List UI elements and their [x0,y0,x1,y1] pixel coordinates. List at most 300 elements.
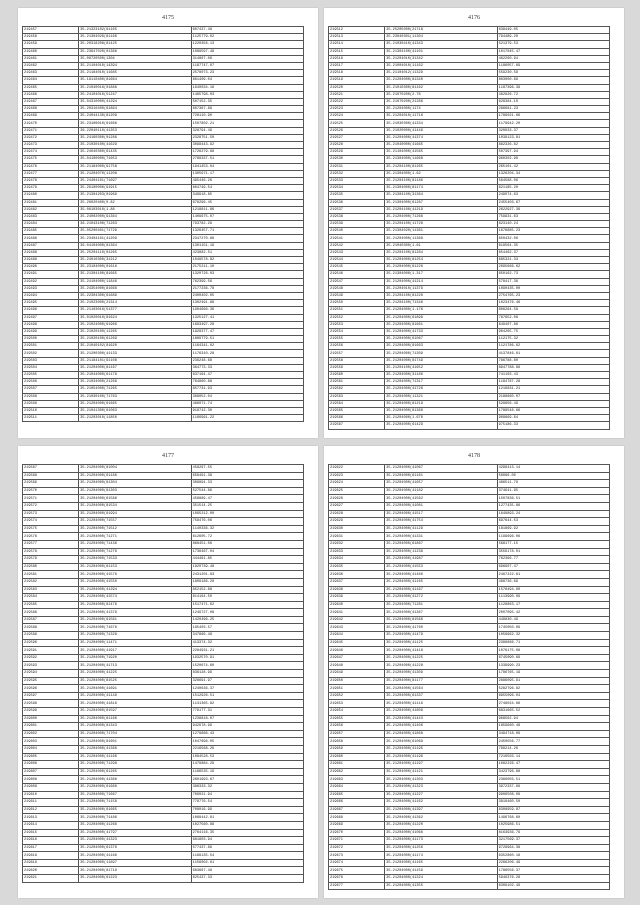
amount-cell: 5282796.82 [497,685,609,693]
row-id-cell: 219596 [23,685,79,693]
amount-cell: 1156002.61 [191,859,303,867]
amount-cell: 823140.24 [497,221,609,228]
coordinate-cell: 35.21204000(41272 [385,594,497,602]
amount-cell: 960302.90 [497,156,609,163]
coordinate-cell: 35.24002000(91364 [79,213,191,220]
row-id-cell: 219671 [329,837,385,845]
row-id-cell: 219536 [329,199,385,206]
coordinate-cell: 35.21204000(41125 [385,639,497,647]
row-id-cell: 219584 [23,594,79,602]
page-sheet-2 [324,8,624,438]
table-row [23,185,304,192]
table-row [329,768,610,776]
coordinate-cell: 35.21204000(41517 [385,510,497,518]
amount-cell: 364773.33 [191,364,303,371]
amount-cell: 2788337.51 [191,156,303,163]
amount-cell: 577437.89 [191,844,303,852]
coordinate-cell: 35.21103016(51377 [79,307,191,314]
table-row [329,235,610,242]
amount-cell: 1789021.66 [497,113,609,120]
amount-cell: 507397.94 [497,149,609,156]
table-row [329,806,610,814]
table-row [329,415,610,422]
table-row [23,632,304,640]
amount-cell: 779177.31 [191,708,303,716]
row-id-cell: 219604 [23,745,79,753]
amount-cell: 181869.92 [497,525,609,533]
amount-cell: 918742.30 [191,407,303,414]
amount-cell: 462826.72 [497,91,609,98]
row-id-cell: 219468 [23,106,79,113]
row-id-cell: 219661 [329,761,385,769]
coordinate-cell: 35.06720500(1304 [79,55,191,62]
coordinate-cell: 35.21204000(81166 [79,715,191,723]
table-row [23,563,304,571]
table-row [23,357,304,364]
amount-cell: 462260.94 [497,55,609,62]
coordinate-cell: 35.21204000(41374 [385,134,497,141]
coordinate-cell: 35.21304000(81174 [385,185,497,192]
table-row [329,480,610,488]
coordinate-cell: 35.21204000(41362 [385,814,497,822]
row-id-cell: 219486 [23,235,79,242]
amount-cell: 444461.85 [191,556,303,564]
row-id-cell: 219577 [23,540,79,548]
amount-cell: 868451.06 [191,540,303,548]
row-id-cell: 219609 [23,783,79,791]
table-row [23,156,304,163]
table-row [23,336,304,343]
table-row [23,170,304,177]
coordinate-cell: 35.24104010(51247 [79,91,191,98]
coordinate-cell: 35.21204000(41167 [385,586,497,594]
coordinate-cell: 35.21204000(41166 [79,852,191,860]
amount-cell: 1520674.60 [191,662,303,670]
row-id-cell: 219585 [23,601,79,609]
row-id-cell: 219621 [23,875,79,883]
amount-cell: 2175211.10 [191,264,303,271]
row-id-cell: 219648 [329,662,385,670]
coordinate-cell: 35.21204000(41066 [385,829,497,837]
coordinate-cell: 35.06103010(1.88 [79,206,191,213]
amount-cell: 1326457.71 [191,228,303,235]
coordinate-cell: 35.21304203(01969 [79,192,191,199]
row-id-cell: 219493 [23,285,79,292]
row-id-cell: 219469 [23,113,79,120]
row-id-cell: 219497 [23,314,79,321]
data-table [22,464,304,883]
row-id-cell: 219525 [329,120,385,127]
coordinate-cell: 35.21204000(81476 [79,601,191,609]
coordinate-cell: 35.21204100(81265 [385,163,497,170]
coordinate-cell: 35.21204000(41355 [385,882,497,890]
coordinate-cell: 35.21204100(81284 [385,249,497,256]
table-row [329,113,610,120]
row-id-cell: 219642 [329,616,385,624]
row-id-cell: 219656 [329,723,385,731]
coordinate-cell: 35.21204000(41214 [385,278,497,285]
amount-cell: 619564.35 [497,242,609,249]
amount-cell: 3494718.09 [497,730,609,738]
row-id-cell: 219672 [329,844,385,852]
amount-cell: 320633.37 [497,127,609,134]
amount-cell: 368052.04 [191,393,303,400]
table-row [23,328,304,335]
table-row [329,264,610,271]
amount-cell: 249074.63 [497,192,609,199]
row-id-cell: 219618 [23,852,79,860]
row-id-cell: 219608 [23,776,79,784]
row-id-cell: 219670 [329,829,385,837]
amount-cell: 709021.94 [191,791,303,799]
coordinate-cell: 35.21204000(41466 [385,571,497,579]
amount-cell: 678296.45 [191,199,303,206]
row-id-cell: 219499 [23,328,79,335]
row-id-cell: 219553 [329,321,385,328]
table-row [23,350,304,357]
row-id-cell: 219569 [23,480,79,488]
amount-cell: 2177236.78 [191,285,303,292]
amount-cell: 1082226.47 [497,761,609,769]
amount-cell: 1140336.32 [191,525,303,533]
row-id-cell: 219500 [23,336,79,343]
row-id-cell: 219598 [23,700,79,708]
row-id-cell: 219589 [23,632,79,640]
row-id-cell: 219659 [329,745,385,753]
row-id-cell: 219635 [329,563,385,571]
amount-cell: 1076175.08 [497,647,609,655]
amount-cell: 2455403.67 [497,199,609,206]
row-id-cell: 219575 [23,525,79,533]
amount-cell: 413374.32 [191,639,303,647]
table-row [23,300,304,307]
coordinate-cell: 35.21204000(71704 [79,730,191,738]
amount-cell: 1131365.82 [191,700,303,708]
amount-cell: 1339990.23 [497,662,609,670]
amount-cell: 650162.73 [497,271,609,278]
coordinate-cell: 35.24040300(61435 [79,149,191,156]
row-id-cell: 219615 [23,829,79,837]
amount-cell: 1932570.91 [191,654,303,662]
table-row [23,586,304,594]
amount-cell: 904265.75 [497,328,609,335]
row-id-cell: 219633 [329,548,385,556]
coordinate-cell: 35.21204000(41266 [79,821,191,829]
coordinate-cell: 35.21204000(71266 [385,213,497,220]
table-row [329,571,610,579]
amount-cell: 1049578.82 [191,257,303,264]
amount-cell: 762399.56 [191,278,303,285]
amount-cell: 1820739.48 [191,563,303,571]
table-row [329,41,610,48]
table-row [23,700,304,708]
table-row [329,738,610,746]
row-id-cell: 219529 [329,149,385,156]
coordinate-cell: 35.21204000(61665 [79,400,191,407]
row-id-cell: 219547 [329,278,385,285]
table-row [23,556,304,564]
row-id-cell: 219537 [329,206,385,213]
amount-cell: 2764116.35 [191,829,303,837]
coordinate-cell: 35.21323102(91165 [79,27,191,34]
amount-cell: 559230.58 [497,70,609,77]
coordinate-cell: 35.21204000(41081 [385,502,497,510]
table-row [329,242,610,249]
row-id-cell: 219645 [329,639,385,647]
coordinate-cell: 35.21204000(41797 [79,829,191,837]
table-row [23,677,304,685]
amount-cell: 1017045.47 [497,48,609,55]
coordinate-cell: 35.22304300(61689 [79,292,191,299]
coordinate-cell: 35.21204000(61668 [79,783,191,791]
coordinate-cell: 35.21204000(41868 [385,730,497,738]
amount-cell: 2216568.26 [191,745,303,753]
row-id-cell: 219627 [329,502,385,510]
row-id-cell: 219474 [23,149,79,156]
row-id-cell: 219617 [23,844,79,852]
coordinate-cell: 35.21204000(41166 [79,753,191,761]
table-row [23,791,304,799]
table-row [329,386,610,393]
amount-cell: 2487222.81 [497,571,609,579]
row-id-cell: 219606 [23,761,79,769]
table-row [329,185,610,192]
table-row [23,292,304,299]
data-table [328,26,610,430]
coordinate-cell: 35.21204000(81597 [79,708,191,716]
table-row [23,540,304,548]
table-row [329,821,610,829]
coordinate-cell: 35.21040300(1.61 [385,242,497,249]
table-row [23,571,304,579]
row-id-cell: 219626 [329,495,385,503]
amount-cell: 9729964.38 [497,844,609,852]
coordinate-cell: 35.21204000(41576 [79,571,191,579]
table-row [329,563,610,571]
row-id-cell: 219490 [23,264,79,271]
amount-cell: 1113990.09 [497,594,609,602]
data-table [22,26,304,422]
table-row [23,415,304,422]
coordinate-cell: 35.21204000(81661 [385,321,497,328]
coordinate-cell: 35.21204070(11208 [79,170,191,177]
table-row [23,738,304,746]
amount-cell: 942978.99 [191,723,303,731]
table-row [23,723,304,731]
coordinate-cell: 35.21204000(61337 [385,692,497,700]
row-id-cell: 219594 [23,670,79,678]
table-row [329,34,610,41]
coordinate-cell: 35.01020010(81624 [79,314,191,321]
coordinate-cell: 35.24044130(81209 [79,113,191,120]
row-id-cell: 219528 [329,142,385,149]
table-row [23,34,304,41]
row-id-cell: 219634 [329,556,385,564]
amount-cell: 1409675.07 [191,213,303,220]
coordinate-cell: 35.21030100(71763 [79,393,191,400]
table-row [329,586,610,594]
table-row [23,647,304,655]
coordinate-cell: 35.21204000(41553 [385,563,497,571]
amount-cell: 1496768.60 [497,814,609,822]
amount-cell: 1166961.22 [191,415,303,422]
row-id-cell: 219568 [23,472,79,480]
table-row [23,221,304,228]
table-row [329,609,610,617]
table-row [329,632,610,640]
table-row [329,670,610,678]
amount-cell: 568177.15 [497,540,609,548]
coordinate-cell: 35.21204000(61265 [79,768,191,776]
row-id-cell: 219559 [329,364,385,371]
table-row [23,776,304,784]
amount-cell: 2601993.67 [191,776,303,784]
amount-cell: 638449.05 [497,27,609,34]
row-id-cell: 219662 [329,768,385,776]
coordinate-cell: 35.21204000(31186 [385,372,497,379]
row-id-cell: 219581 [23,571,79,579]
row-id-cell: 219570 [23,487,79,495]
table-row [329,677,610,685]
table-row [329,495,610,503]
amount-cell: 861409.04 [191,77,303,84]
amount-cell: 2431201.83 [191,571,303,579]
row-id-cell: 219516 [329,55,385,62]
table-row [23,321,304,328]
amount-cell: 374641.95 [497,487,609,495]
table-row [23,518,304,526]
row-id-cell: 219639 [329,594,385,602]
coordinate-cell: 35.21104012(11329 [385,70,497,77]
coordinate-cell: 35.23104000(01616 [79,264,191,271]
coordinate-cell: 35.21184010(11685 [79,70,191,77]
coordinate-cell: 35.21304026(81166 [79,34,191,41]
table-row [329,556,610,564]
table-row [23,799,304,807]
coordinate-cell: 35.21204000(41479 [385,632,497,640]
coordinate-cell: 35.21204000(41397 [385,806,497,814]
table-row [329,249,610,256]
amount-cell: 1216831.21 [497,386,609,393]
amount-cell: 3818460.50 [497,799,609,807]
table-row [329,510,610,518]
coordinate-cell: 35.21204000(81167 [79,364,191,371]
row-id-cell: 219560 [329,372,385,379]
coordinate-cell: 35.21204000(61867 [385,540,497,548]
table-row [23,163,304,170]
amount-cell: 314867.06 [191,55,303,62]
coordinate-cell: 35.21204000(61665 [79,806,191,814]
table-row [329,199,610,206]
row-id-cell: 219624 [329,480,385,488]
row-id-cell: 219600 [23,715,79,723]
row-id-cell: 219550 [329,300,385,307]
coordinate-cell: 35.04100000(71653 [79,156,191,163]
amount-cell: 2388866.71 [497,639,609,647]
amount-cell: 1090435.00 [497,285,609,292]
row-id-cell: 219508 [23,393,79,400]
coordinate-cell: 35.21204000(41733 [385,328,497,335]
table-row [329,465,610,473]
amount-cell: 882326.82 [497,142,609,149]
amount-cell: 1479884.29 [191,761,303,769]
table-row [329,745,610,753]
row-id-cell: 219545 [329,264,385,271]
amount-cell: 1676885.23 [497,228,609,235]
row-id-cell: 219673 [329,852,385,860]
coordinate-cell: 35.21204000(41067 [385,465,497,473]
coordinate-cell: 35.21204000(71512 [79,525,191,533]
coordinate-cell: 35.21204010(11379 [385,285,497,292]
amount-cell: 495446.26 [191,177,303,184]
row-id-cell: 219534 [329,185,385,192]
table-row [23,407,304,414]
table-row [329,48,610,55]
table-row [23,84,304,91]
coordinate-cell: 35.21184101(91108 [79,357,191,364]
amount-cell: 2347270.88 [191,235,303,242]
amount-cell: 3556178.01 [497,548,609,556]
amount-cell: 2886095.91 [497,677,609,685]
table-row [329,55,610,62]
coordinate-cell: 35.20310400(61864 [79,106,191,113]
coordinate-cell: 35.04310000(41294 [79,98,191,105]
amount-cell: 6309102.49 [497,882,609,890]
row-id-cell: 219470 [23,120,79,127]
table-row [329,314,610,321]
amount-cell: 265101.42 [497,163,609,170]
row-id-cell: 219535 [329,192,385,199]
amount-cell: 521379.53 [497,41,609,48]
table-row [329,472,610,480]
amount-cell: 2095666.62 [497,264,609,271]
coordinate-cell: 35.21204000(81304 [79,480,191,488]
coordinate-cell: 35.21204000(41366 [79,745,191,753]
table-row [329,300,610,307]
coordinate-cell: 35.21204000(81601 [79,738,191,746]
row-id-cell: 219480 [23,192,79,199]
amount-cell: 1512926.51 [191,692,303,700]
table-row [329,594,610,602]
table-row [329,120,610,127]
coordinate-cell: 35.21204000(71309 [385,350,497,357]
coordinate-cell: 35.21204000(41173 [385,837,497,845]
amount-cell: 975186.33 [497,422,609,429]
coordinate-cell: 35.21204000(81254 [385,257,497,264]
row-id-cell: 219477 [23,170,79,177]
table-row [329,393,610,400]
coordinate-cell: 35.21304100(31364 [385,192,497,199]
row-id-cell: 219540 [329,228,385,235]
row-id-cell: 219638 [329,586,385,594]
table-row [329,285,610,292]
row-id-cell: 219566 [329,415,385,422]
amount-cell: 786788.80 [497,357,609,364]
table-row [329,783,610,791]
row-id-cell: 219507 [23,386,79,393]
row-id-cell: 219526 [329,127,385,134]
row-id-cell: 219484 [23,221,79,228]
amount-cell: 2578073.23 [191,70,303,77]
coordinate-cell: 35.21204000(41366 [79,776,191,784]
coordinate-cell: 35.21204000(41309 [385,670,497,678]
coordinate-cell: 35.21204000(81749 [385,357,497,364]
coordinate-cell: 35.21204000(41228 [385,662,497,670]
coordinate-cell: 35.21204000(41323 [79,837,191,845]
row-id-cell: 219521 [329,91,385,98]
coordinate-cell: 35.21204000(41713 [79,662,191,670]
table-row [23,662,304,670]
